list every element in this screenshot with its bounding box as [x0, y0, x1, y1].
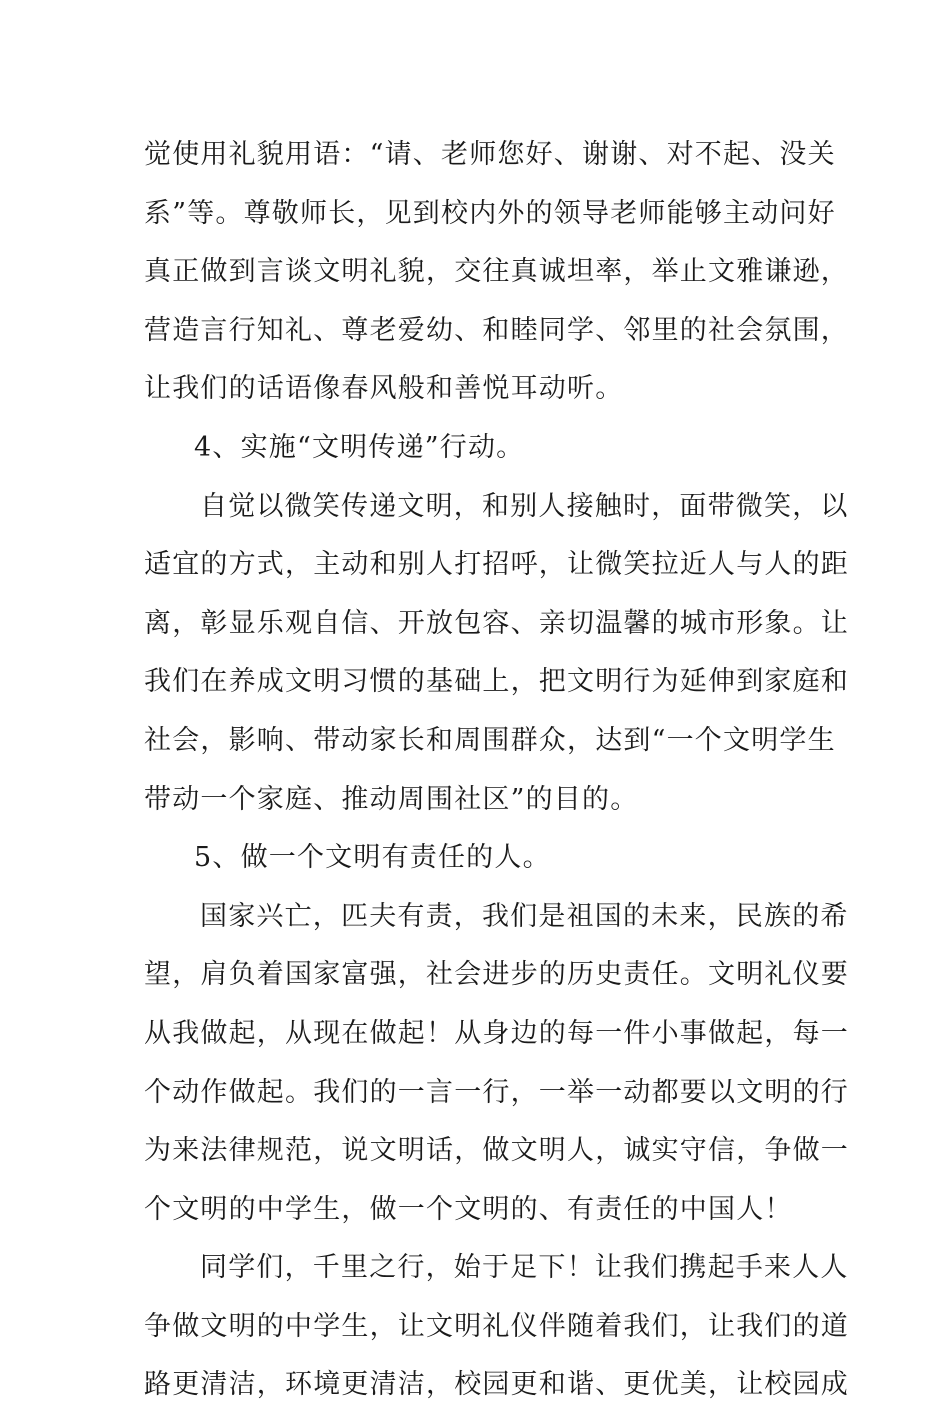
text-line: 觉使用礼貌用语：“请、老师您好、谢谢、对不起、没关	[144, 139, 836, 170]
section-heading-5: 5、做一个文明有责任的人。	[194, 842, 551, 874]
paragraph-first-line: 自觉以微笑传递文明，和别人接触时，面带微笑，以	[200, 490, 849, 522]
text-line: 让我们的话语像春风般和善悦耳动听。	[144, 373, 624, 405]
text-line: 为来法律规范，说文明话，做文明人，诚实守信，争做一	[144, 1135, 849, 1167]
text-line: 离，彰显乐观自信、开放包容、亲切温馨的城市形象。让	[144, 607, 849, 639]
paragraph-first-line: 同学们，千里之行，始于足下！让我们携起手来人人	[200, 1252, 849, 1284]
text-line: 系”等。尊敬师长，见到校内外的领导老师能够主动问好	[144, 197, 836, 229]
text-line: 我们在养成文明习惯的基础上，把文明行为延伸到家庭和	[144, 666, 849, 698]
text-line: 从我做起，从现在做起！从身边的每一件小事做起，每一	[144, 1017, 849, 1049]
document-body	[144, 126, 849, 1415]
text-line: 社会，影响、带动家长和周围群众，达到“一个文明学生	[144, 724, 836, 756]
section-heading-4: 4、实施“文明传递”行动。	[194, 431, 525, 463]
text-line: 个动作做起。我们的一言一行，一举一动都要以文明的行	[144, 1076, 849, 1108]
text-line: 营造言行知礼、尊老爱幼、和睦同学、邻里的社会氛围，	[144, 314, 849, 346]
text-line: 路更清洁，环境更清洁，校园更和谐、更优美，让校园成	[144, 1369, 849, 1401]
text-line: 望，肩负着国家富强，社会进步的历史责任。文明礼仪要	[144, 959, 849, 991]
paragraph-first-line: 国家兴亡，匹夫有责，我们是祖国的未来，民族的希	[200, 900, 849, 932]
text-line: 个文明的中学生，做一个文明的、有责任的中国人！	[144, 1193, 793, 1225]
text-line: 真正做到言谈文明礼貌，交往真诚坦率，举止文雅谦逊，	[144, 256, 849, 288]
text-line: 带动一个家庭、推动周围社区”的目的。	[144, 783, 639, 815]
text-line: 适宜的方式，主动和别人打招呼，让微笑拉近人与人的距	[144, 549, 849, 581]
text-line: 争做文明的中学生，让文明礼仪伴随着我们，让我们的道	[144, 1310, 849, 1342]
